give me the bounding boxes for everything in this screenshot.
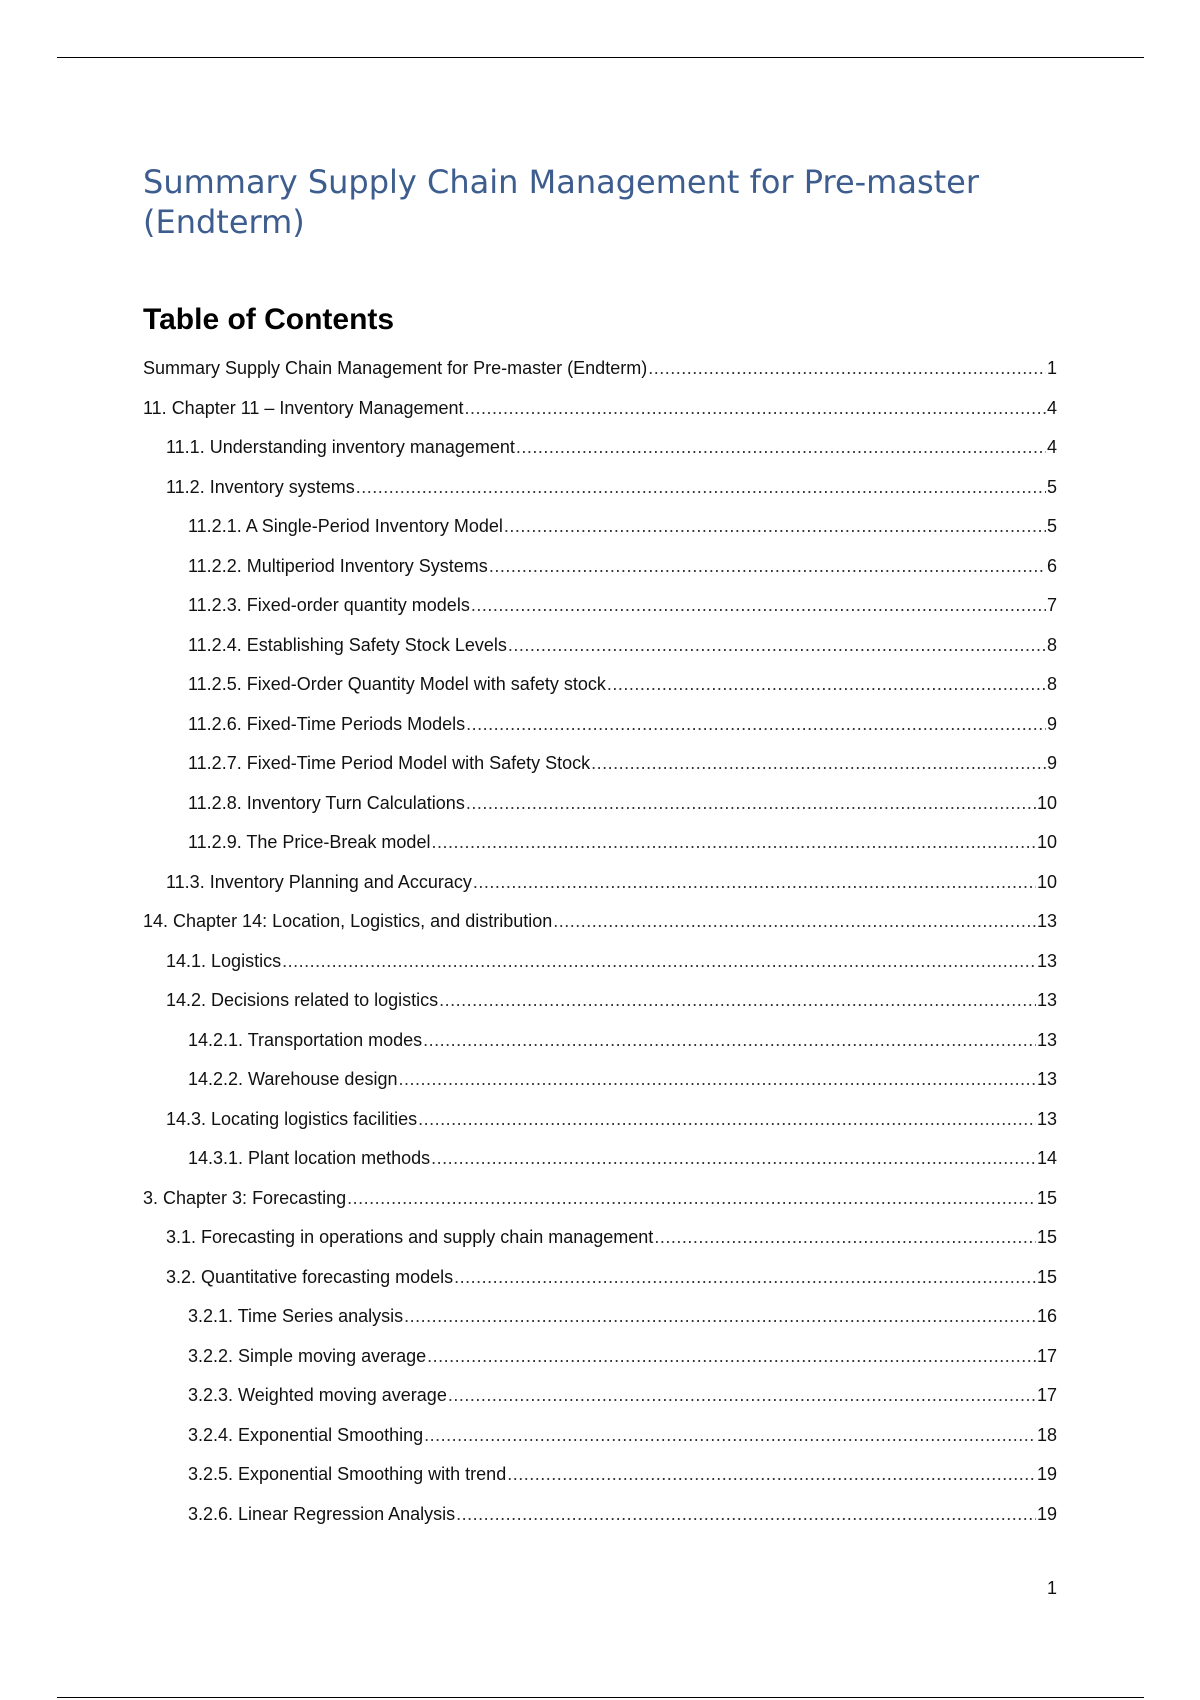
toc-entry[interactable] bbox=[143, 1455, 1057, 1495]
toc-entry-title: 11.3. Inventory Planning and Accuracy bbox=[166, 871, 472, 892]
toc-entry-title: 11.2.7. Fixed-Time Period Model with Safety Stock bbox=[188, 753, 591, 773]
toc-entry-page: 8 bbox=[1046, 634, 1057, 655]
toc-entry-title: 14.1. Logistics bbox=[166, 950, 282, 971]
toc-entry-page: 5 bbox=[1046, 476, 1057, 497]
toc-entry-page: 9 bbox=[1046, 713, 1057, 734]
toc-entry-page: 7 bbox=[1046, 595, 1057, 615]
toc-entry-title: 3.2.2. Simple moving average bbox=[188, 1345, 427, 1366]
toc-entry[interactable] bbox=[143, 547, 1057, 587]
toc-entry[interactable] bbox=[143, 1337, 1057, 1377]
toc-dot-leader bbox=[654, 1218, 1036, 1258]
toc-dot-leader bbox=[473, 863, 1036, 903]
toc-entry-title: 11.1. Understanding inventory management bbox=[166, 437, 515, 457]
toc-entry-title: 11.2. Inventory systems bbox=[166, 476, 355, 497]
toc-dot-leader bbox=[448, 1376, 1036, 1416]
toc-entry-page: 14 bbox=[1036, 1148, 1057, 1168]
toc-entry-title: 11.2.2. Multiperiod Inventory Systems bbox=[188, 555, 488, 576]
toc-entry[interactable] bbox=[143, 1258, 1057, 1298]
page-number: 1 bbox=[1046, 1578, 1057, 1598]
toc-dot-leader bbox=[356, 468, 1046, 508]
toc-entry-page: 10 bbox=[1036, 871, 1057, 892]
toc-entry-title: 11. Chapter 11 – Inventory Management bbox=[143, 397, 464, 418]
toc-entry[interactable] bbox=[143, 1297, 1057, 1337]
toc-entry[interactable] bbox=[143, 705, 1057, 745]
toc-dot-leader bbox=[431, 823, 1036, 863]
toc-entry-page: 6 bbox=[1046, 555, 1057, 576]
toc-entry-page: 15 bbox=[1036, 1187, 1057, 1208]
toc-dot-leader bbox=[465, 389, 1046, 429]
toc-entry-page: 13 bbox=[1036, 911, 1057, 931]
toc-dot-leader bbox=[508, 626, 1046, 666]
toc-entry[interactable] bbox=[143, 665, 1057, 705]
toc-entry-title: 3.2.1. Time Series analysis bbox=[188, 1306, 404, 1326]
toc-entry-title: 3.2.5. Exponential Smoothing with trend bbox=[188, 1464, 507, 1484]
toc-entry[interactable] bbox=[143, 626, 1057, 666]
toc-entry-page: 13 bbox=[1036, 1029, 1057, 1050]
toc-dot-leader bbox=[456, 1495, 1036, 1535]
toc-entry-title: 3.2. Quantitative forecasting models bbox=[166, 1266, 454, 1287]
toc-entry-title: 3. Chapter 3: Forecasting bbox=[143, 1187, 347, 1208]
toc-entry[interactable] bbox=[143, 784, 1057, 824]
toc-entry-page: 5 bbox=[1046, 516, 1057, 536]
toc-entry[interactable] bbox=[143, 1376, 1057, 1416]
toc-dot-leader bbox=[466, 705, 1046, 745]
toc-entry-page: 13 bbox=[1036, 1069, 1057, 1089]
toc-entry[interactable] bbox=[143, 744, 1057, 784]
toc-entry-page: 4 bbox=[1046, 397, 1057, 418]
toc-entry-page: 4 bbox=[1046, 437, 1057, 457]
toc-entry-page: 19 bbox=[1036, 1464, 1057, 1484]
toc-dot-leader bbox=[591, 744, 1046, 784]
toc-entry-title: 11.2.5. Fixed-Order Quantity Model with safety stock bbox=[188, 674, 606, 694]
toc-entry-title: 14.2.2. Warehouse design bbox=[188, 1069, 398, 1089]
toc-dot-leader bbox=[471, 586, 1046, 626]
toc-entry[interactable] bbox=[143, 1218, 1057, 1258]
toc-entry[interactable] bbox=[143, 942, 1057, 982]
toc-entry-title: 14. Chapter 14: Location, Logistics, and distribution bbox=[143, 911, 553, 931]
toc-entry[interactable] bbox=[143, 1021, 1057, 1061]
toc-entry-title: 14.2. Decisions related to logistics bbox=[166, 990, 439, 1010]
toc-entry-page: 19 bbox=[1036, 1503, 1057, 1524]
toc-heading: Table of Contents bbox=[143, 303, 395, 336]
toc-entry[interactable] bbox=[143, 1060, 1057, 1100]
toc-entry-page: 13 bbox=[1036, 950, 1057, 971]
toc-dot-leader bbox=[423, 1021, 1036, 1061]
toc-dot-leader bbox=[424, 1416, 1036, 1456]
header-rule bbox=[57, 57, 1144, 58]
toc-dot-leader bbox=[507, 1455, 1036, 1495]
footer-rule bbox=[57, 1697, 1144, 1698]
toc-dot-leader bbox=[418, 1100, 1036, 1140]
toc-entry-page: 16 bbox=[1036, 1306, 1057, 1326]
toc-entry-page: 9 bbox=[1046, 753, 1057, 773]
toc-dot-leader bbox=[282, 942, 1036, 982]
toc-entry-title: 11.2.1. A Single-Period Inventory Model bbox=[188, 516, 503, 536]
toc-dot-leader bbox=[431, 1139, 1036, 1179]
toc-entry-title: 11.2.3. Fixed-order quantity models bbox=[188, 595, 470, 615]
toc-dot-leader bbox=[347, 1179, 1036, 1219]
document-title: Summary Supply Chain Management for Pre-master (Endterm) bbox=[143, 163, 980, 241]
toc-entry[interactable] bbox=[143, 507, 1057, 547]
toc-dot-leader bbox=[607, 665, 1046, 705]
toc-entry[interactable] bbox=[143, 428, 1057, 468]
toc-entry-page: 15 bbox=[1036, 1266, 1057, 1287]
toc-entry[interactable] bbox=[143, 1139, 1057, 1179]
toc-entry-page: 18 bbox=[1036, 1424, 1057, 1445]
toc-entry-title: 14.3. Locating logistics facilities bbox=[166, 1108, 418, 1129]
toc-entry-title: 3.2.3. Weighted moving average bbox=[188, 1385, 447, 1405]
toc-entry[interactable] bbox=[143, 1179, 1057, 1219]
toc-entry[interactable] bbox=[143, 1100, 1057, 1140]
toc-entry-page: 17 bbox=[1036, 1385, 1057, 1405]
toc-entry[interactable] bbox=[143, 468, 1057, 508]
toc-entry[interactable] bbox=[143, 1416, 1057, 1456]
toc-dot-leader bbox=[553, 902, 1036, 942]
toc-entry-page: 8 bbox=[1046, 674, 1057, 694]
toc-entry-title: Summary Supply Chain Management for Pre-master (Endterm) bbox=[143, 358, 648, 378]
toc-entry-page: 15 bbox=[1036, 1227, 1057, 1247]
toc-entry-title: 11.2.6. Fixed-Time Periods Models bbox=[188, 713, 466, 734]
toc-dot-leader bbox=[489, 547, 1046, 587]
toc-entry-title: 11.2.9. The Price-Break model bbox=[188, 832, 431, 852]
toc-entry-page: 10 bbox=[1036, 832, 1057, 852]
toc-entry-title: 3.1. Forecasting in operations and supply chain management bbox=[166, 1227, 654, 1247]
toc-entry-page: 13 bbox=[1036, 990, 1057, 1010]
toc-dot-leader bbox=[454, 1258, 1036, 1298]
toc-entry[interactable] bbox=[143, 389, 1057, 429]
toc-entry-title: 14.3.1. Plant location methods bbox=[188, 1148, 431, 1168]
table-of-contents bbox=[143, 349, 1057, 1534]
toc-dot-leader bbox=[404, 1297, 1036, 1337]
toc-entry-page: 10 bbox=[1036, 792, 1057, 813]
toc-dot-leader bbox=[466, 784, 1036, 824]
toc-entry[interactable] bbox=[143, 586, 1057, 626]
toc-entry-title: 3.2.6. Linear Regression Analysis bbox=[188, 1503, 456, 1524]
toc-entry-title: 14.2.1. Transportation modes bbox=[188, 1029, 423, 1050]
toc-entry[interactable] bbox=[143, 863, 1057, 903]
toc-entry-page: 1 bbox=[1046, 358, 1057, 378]
toc-dot-leader bbox=[398, 1060, 1035, 1100]
toc-entry-title: 11.2.4. Establishing Safety Stock Levels bbox=[188, 634, 507, 655]
toc-dot-leader bbox=[439, 981, 1036, 1021]
toc-dot-leader bbox=[504, 507, 1046, 547]
toc-dot-leader bbox=[648, 349, 1046, 389]
toc-dot-leader bbox=[427, 1337, 1036, 1377]
toc-entry-page: 17 bbox=[1036, 1345, 1057, 1366]
toc-dot-leader bbox=[516, 428, 1046, 468]
toc-entry-title: 11.2.8. Inventory Turn Calculations bbox=[188, 792, 465, 813]
toc-entry[interactable] bbox=[143, 902, 1057, 942]
toc-entry-page: 13 bbox=[1036, 1108, 1057, 1129]
toc-entry[interactable] bbox=[143, 349, 1057, 389]
toc-entry[interactable] bbox=[143, 981, 1057, 1021]
toc-entry-title: 3.2.4. Exponential Smoothing bbox=[188, 1424, 424, 1445]
toc-entry[interactable] bbox=[143, 1495, 1057, 1535]
toc-entry[interactable] bbox=[143, 823, 1057, 863]
